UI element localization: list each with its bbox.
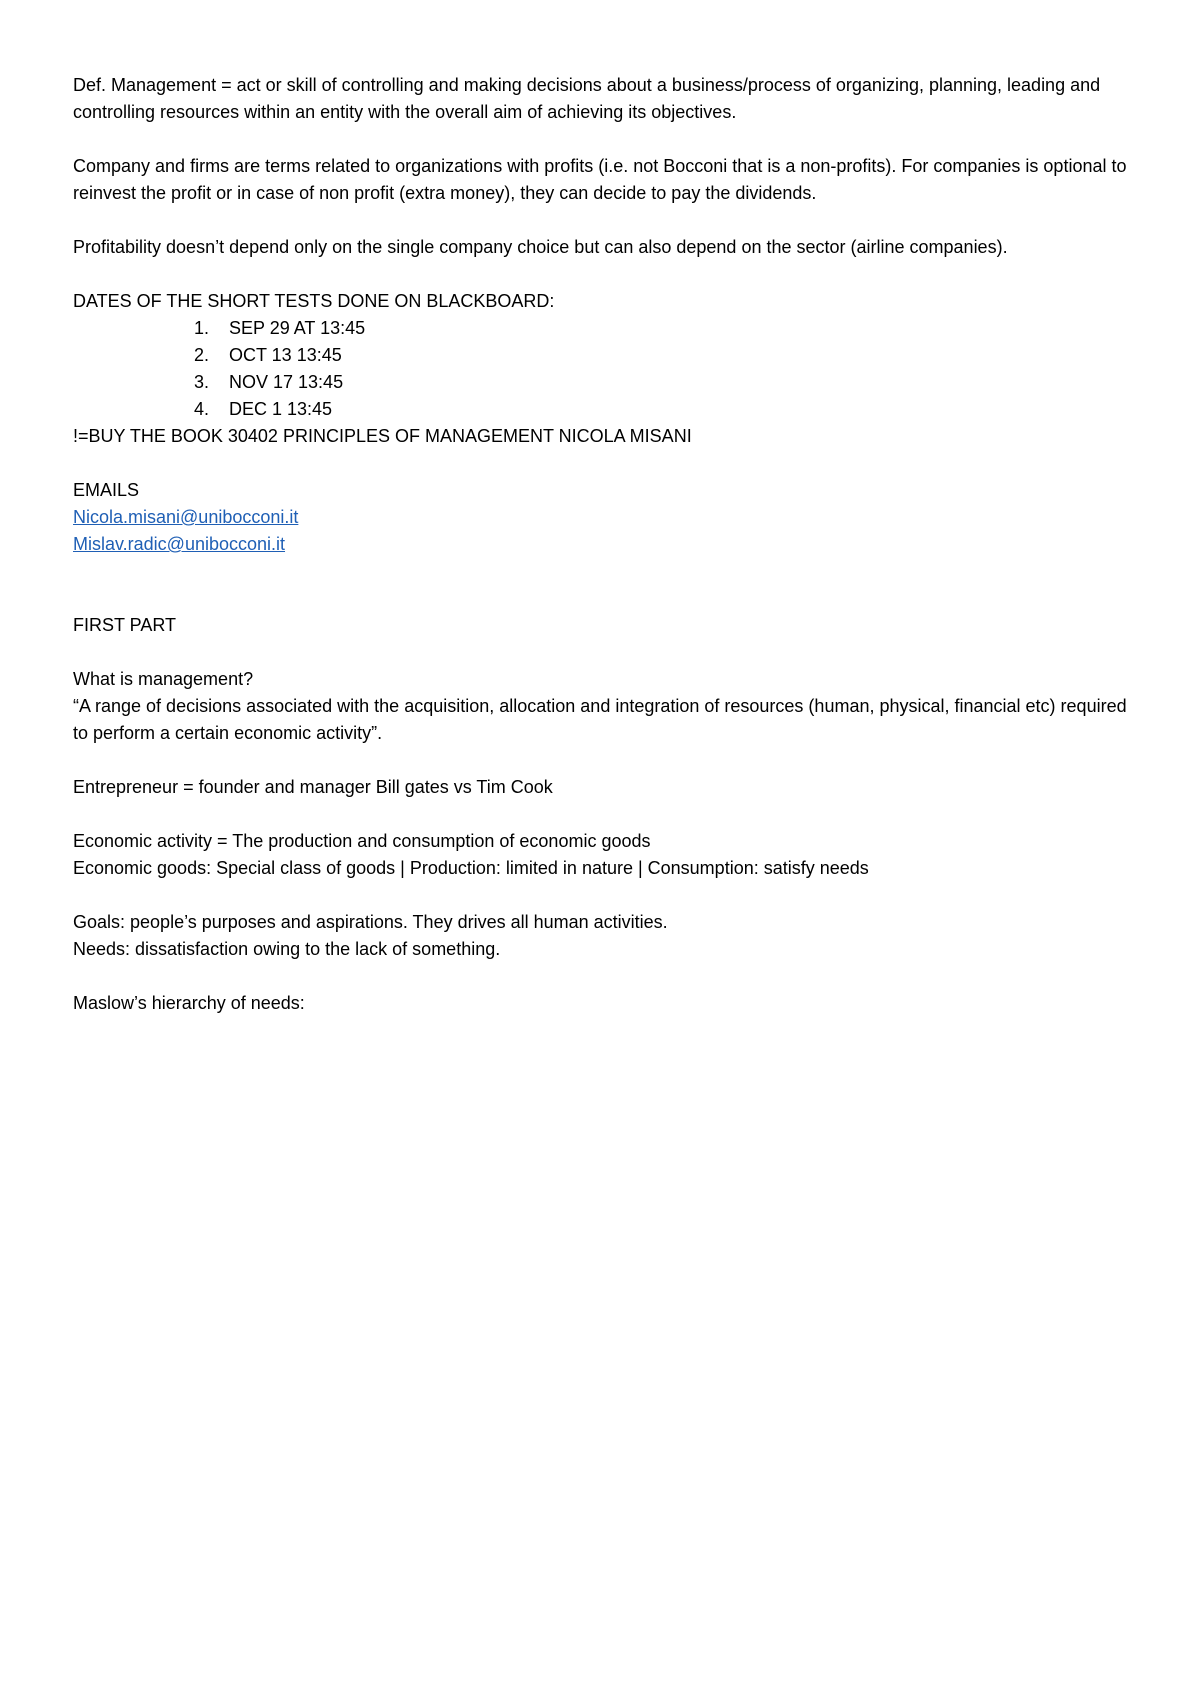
spacer bbox=[73, 450, 1133, 477]
dates-heading: DATES OF THE SHORT TESTS DONE ON BLACKBOARD: bbox=[73, 291, 555, 311]
spacer bbox=[73, 882, 1133, 909]
economic-goods-line: Economic goods: Special class of goods | Production: limited in nature | Consumption: satisfy needs bbox=[73, 858, 869, 878]
test-dates-list bbox=[73, 315, 1133, 423]
definition-paragraph: Def. Management = act or skill of controlling and making decisions about a business/process of organizing, planning, leading and controlling resources within an entity with the overall aim of achieving its objectives. bbox=[73, 75, 1101, 122]
list-item-text: NOV 17 13:45 bbox=[229, 372, 344, 392]
maslow-line: Maslow’s hierarchy of needs: bbox=[73, 993, 305, 1013]
spacer bbox=[73, 207, 1133, 234]
spacer bbox=[73, 963, 1133, 990]
list-item bbox=[73, 342, 1133, 369]
spacer bbox=[73, 639, 1133, 666]
spacer bbox=[73, 558, 1133, 612]
spacer bbox=[73, 747, 1133, 774]
company-firms-paragraph: Company and firms are terms related to organizations with profits (i.e. not Bocconi that is a non-profits). For companies is optional to reinvest the profit or in case of non profit (extra money), they can decide to pay the dividends. bbox=[73, 156, 1127, 203]
buy-book-note: !=BUY THE BOOK 30402 PRINCIPLES OF MANAGEMENT NICOLA MISANI bbox=[73, 426, 692, 446]
list-item bbox=[73, 369, 1133, 396]
email-link-misani[interactable]: Nicola.misani@unibocconi.it bbox=[73, 507, 299, 527]
list-number: 4. bbox=[193, 399, 209, 419]
emails-heading: EMAILS bbox=[73, 480, 140, 500]
entrepreneur-line: Entrepreneur = founder and manager Bill gates vs Tim Cook bbox=[73, 777, 553, 797]
what-is-management-question: What is management? bbox=[73, 669, 254, 689]
needs-line: Needs: dissatisfaction owing to the lack of something. bbox=[73, 939, 501, 959]
economic-activity-line: Economic activity = The production and consumption of economic goods bbox=[73, 831, 651, 851]
list-number: 3. bbox=[193, 372, 209, 392]
goals-line: Goals: people’s purposes and aspirations. They drives all human activities. bbox=[73, 912, 668, 932]
list-item-text: OCT 13 13:45 bbox=[229, 345, 342, 365]
email-link-radic[interactable]: Mislav.radic@unibocconi.it bbox=[73, 534, 286, 554]
list-item bbox=[73, 396, 1133, 423]
list-item bbox=[73, 315, 1133, 342]
list-item-text: SEP 29 AT 13:45 bbox=[229, 318, 366, 338]
document-page bbox=[73, 72, 1133, 1017]
first-part-heading: FIRST PART bbox=[73, 615, 177, 635]
list-number: 2. bbox=[193, 345, 209, 365]
profitability-paragraph: Profitability doesn’t depend only on the single company choice but can also depend on the sector (airline companies). bbox=[73, 237, 1008, 257]
spacer bbox=[73, 261, 1133, 288]
list-number: 1. bbox=[193, 318, 209, 338]
spacer bbox=[73, 801, 1133, 828]
management-quote: “A range of decisions associated with the acquisition, allocation and integration of resources (human, physical, financial etc) required to perform a certain economic activity”. bbox=[73, 696, 1127, 743]
list-item-text: DEC 1 13:45 bbox=[229, 399, 333, 419]
spacer bbox=[73, 126, 1133, 153]
